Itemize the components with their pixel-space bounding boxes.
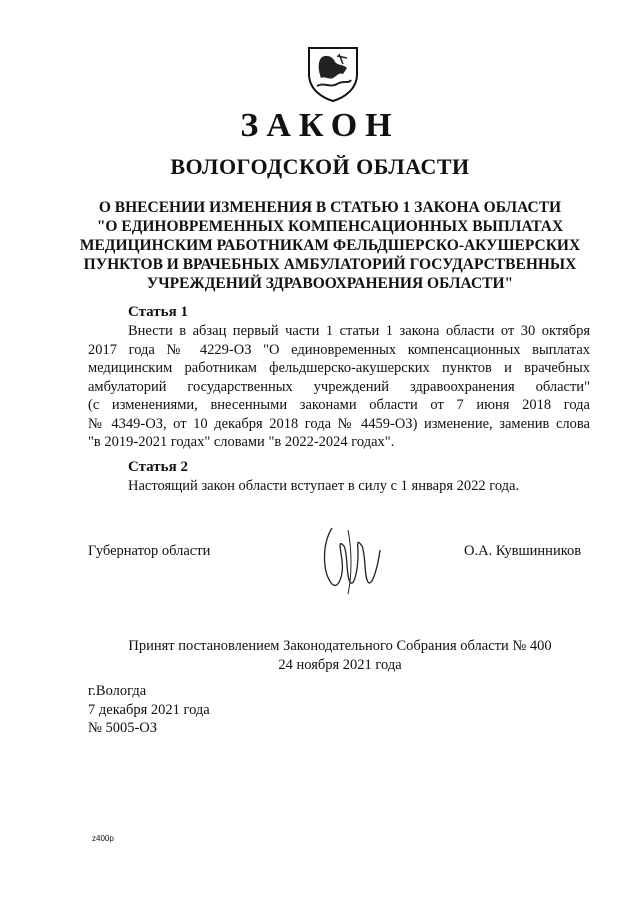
article-1-line: Внести в абзац первый части 1 статьи 1 закона области от 30 октября [128, 323, 590, 339]
article-1-line: амбулаторий государственных учреждений здравоохранения области" [88, 378, 590, 395]
article-2-text: Настоящий закон области вступает в силу с 1 января 2022 года. [128, 478, 520, 494]
article-1-text [88, 322, 590, 452]
document-code: z400p [92, 834, 114, 843]
signatory-position: Губернатор области [88, 543, 211, 559]
adoption-line-1: Принят постановлением Законодательного Собрания области № 400 [128, 638, 552, 654]
heading-line: УЧРЕЖДЕНИЙ ЗДРАВООХРАНЕНИЯ ОБЛАСТИ" [146, 275, 514, 292]
law-title: ЗАКОН [240, 107, 400, 144]
footer-city: г.Вологда [88, 683, 147, 699]
handwritten-signature [318, 520, 388, 598]
heading-line: ПУНКТОВ И ВРАЧЕБНЫХ АМБУЛАТОРИЙ ГОСУДАРСТВЕННЫХ [83, 256, 577, 273]
law-heading [70, 198, 590, 293]
article-1-line: (с изменениями, внесенными законами области от 7 июня 2018 года [88, 397, 590, 413]
article-1-line: "в 2019-2021 годах" словами "в 2022-2024 годах". [88, 434, 395, 450]
law-subtitle: ВОЛОГОДСКОЙ ОБЛАСТИ [170, 154, 470, 179]
article-2-title: Статья 2 [128, 459, 188, 475]
heading-line: МЕДИЦИНСКИМ РАБОТНИКАМ ФЕЛЬДШЕРСКО-АКУШЕРСКИХ [79, 237, 581, 254]
signatory-name: О.А. Кувшинников [464, 543, 582, 559]
adoption-line-2: 24 ноября 2021 года [278, 657, 402, 673]
heading-line: "О ЕДИНОВРЕМЕННЫХ КОМПЕНСАЦИОННЫХ ВЫПЛАТАХ [96, 218, 564, 235]
article-1-line: медицинским работникам фельдшерско-акушерских пунктов и врачебных [88, 360, 590, 376]
footer-number: № 5005-ОЗ [88, 720, 158, 736]
heading-line: О ВНЕСЕНИИ ИЗМЕНЕНИЯ В СТАТЬЮ 1 ЗАКОНА ОБЛАСТИ [98, 199, 562, 216]
coat-of-arms-emblem [303, 44, 363, 102]
article-1-line: 2017 года № 4229-ОЗ "О единовременных компенсационных выплатах [88, 341, 590, 358]
article-1-line: № 4349-ОЗ, от 10 декабря 2018 года № 4459-ОЗ) изменение, заменив слова [88, 415, 590, 432]
article-1-title: Статья 1 [128, 304, 188, 320]
footer-date: 7 декабря 2021 года [88, 702, 210, 718]
